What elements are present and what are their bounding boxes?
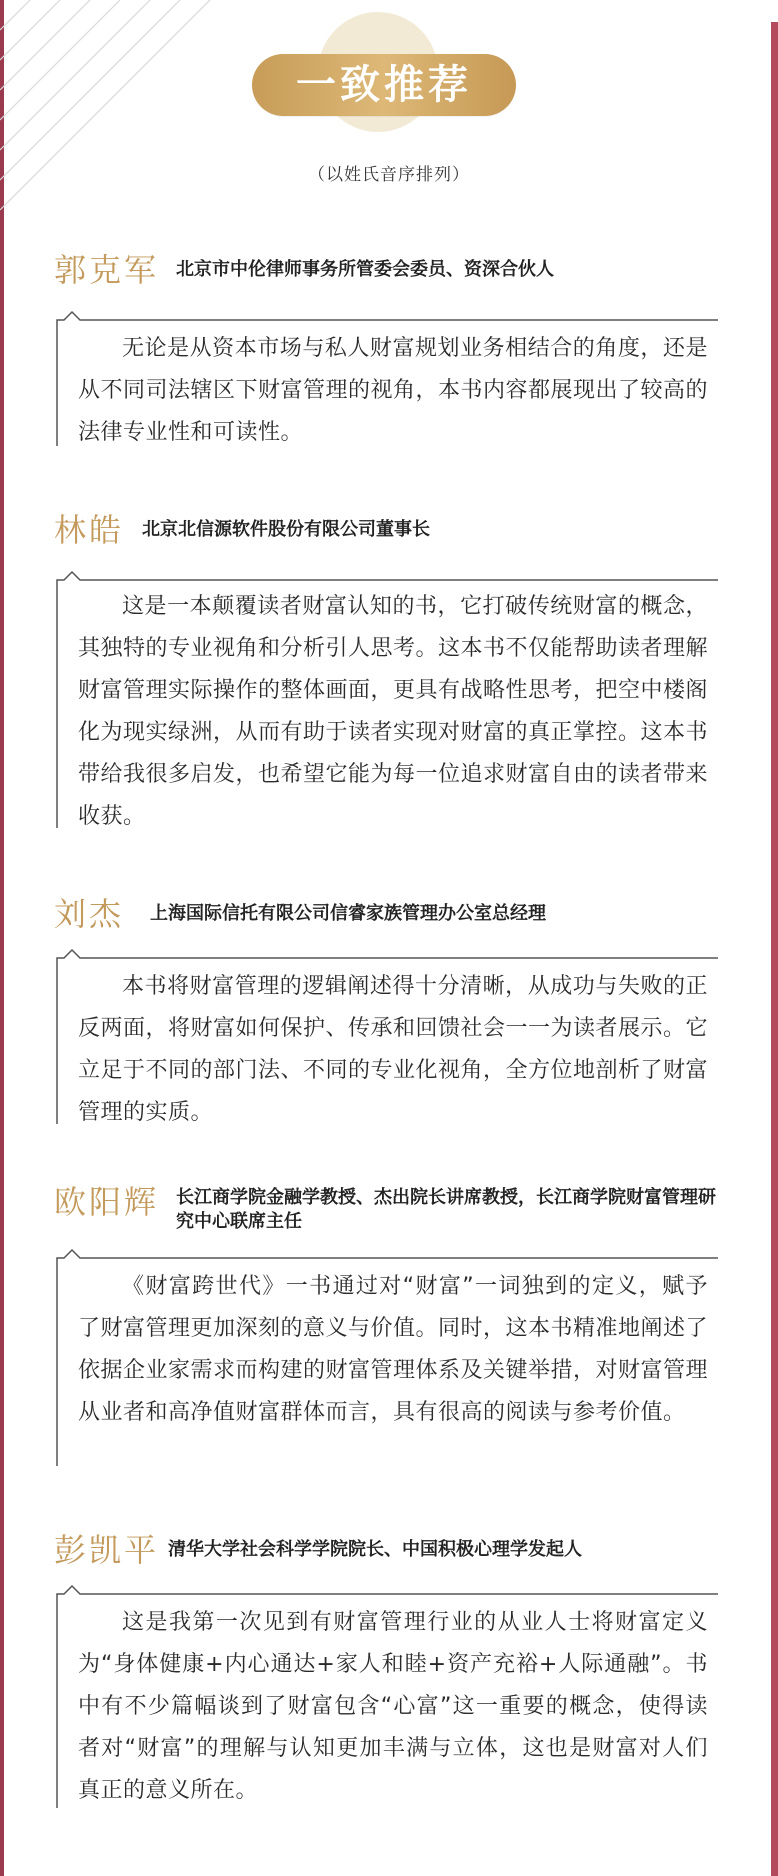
recommendation-quote: 本书将财富管理的逻辑阐述得十分清晰，从成功与失败的正反两面，将财富如何保护、传承和回馈社会一一为读者展示。它立足于不同的部门法、不同的专业化视角，全方位地剖析了财富管理的实质。 [78, 974, 709, 1125]
recommendation-quote: 这是一本颠覆读者财富认知的书，它打破传统财富的概念，其独特的专业视角和分析引人思考。这本书不仅能帮助读者理解财富管理实际操作的整体画面，更具有战略性思考，把空中楼阁化为现实绿洲，从而有助于读者实现对财富的真正掌控。这本书带给我很多启发，也希望它能为每一位追求财富自由的读者带来收获。 [78, 594, 709, 829]
recommender-name: 郭克军 [54, 251, 160, 289]
recommender-name: 刘杰 [54, 895, 125, 933]
right-border-stripe [771, 22, 778, 1876]
recommender-name: 彭凯平 [54, 1531, 160, 1569]
left-border-stripe [0, 0, 4, 1876]
recommender-role: 清华大学社会科学学院院长、中国积极心理学发起人 [168, 1539, 582, 1560]
recommendation-quote: 《财富跨世代》一书通过对“财富”一词独到的定义，赋予了财富管理更加深刻的意义与价值。同时，这本书精准地阐述了依据企业家需求而构建的财富管理体系及关键举措，对财富管理从业者和高净值财富群体而言，具有很高的阅读与参考价值。 [78, 1274, 709, 1425]
recommender-role: 上海国际信托有限公司信睿家族管理办公室总经理 [150, 903, 546, 924]
recommendation-quote: 无论是从资本市场与私人财富规划业务相结合的角度，还是从不同司法辖区下财富管理的视角，本书内容都展现出了较高的法律专业性和可读性。 [78, 336, 709, 445]
recommender-role: 长江商学院金融学教授、杰出院长讲席教授，长江商学院财富管理研究中心联席主任 [176, 1187, 716, 1232]
title-block [0, 0, 778, 140]
recommender-role: 北京北信源软件股份有限公司董事长 [142, 519, 430, 540]
recommender-name: 欧阳辉 [54, 1183, 160, 1221]
recommendation-quote: 这是我第一次见到有财富管理行业的从业人士将财富定义为“身体健康+内心通达+家人和睦+资产充裕+人际通融”。书中有不少篇幅谈到了财富包含“心富”这一重要的概念，使得读者对“财富”的理解与认知更加丰满与立体，这也是财富对人们真正的意义所在。 [78, 1610, 709, 1803]
ordering-note: （以姓氏音序排列） [308, 165, 470, 185]
recommender-role: 北京市中伦律师事务所管委会委员、资深合伙人 [176, 259, 554, 280]
recommender-name: 林皓 [54, 511, 125, 549]
page-title: 一致推荐 [296, 62, 472, 108]
